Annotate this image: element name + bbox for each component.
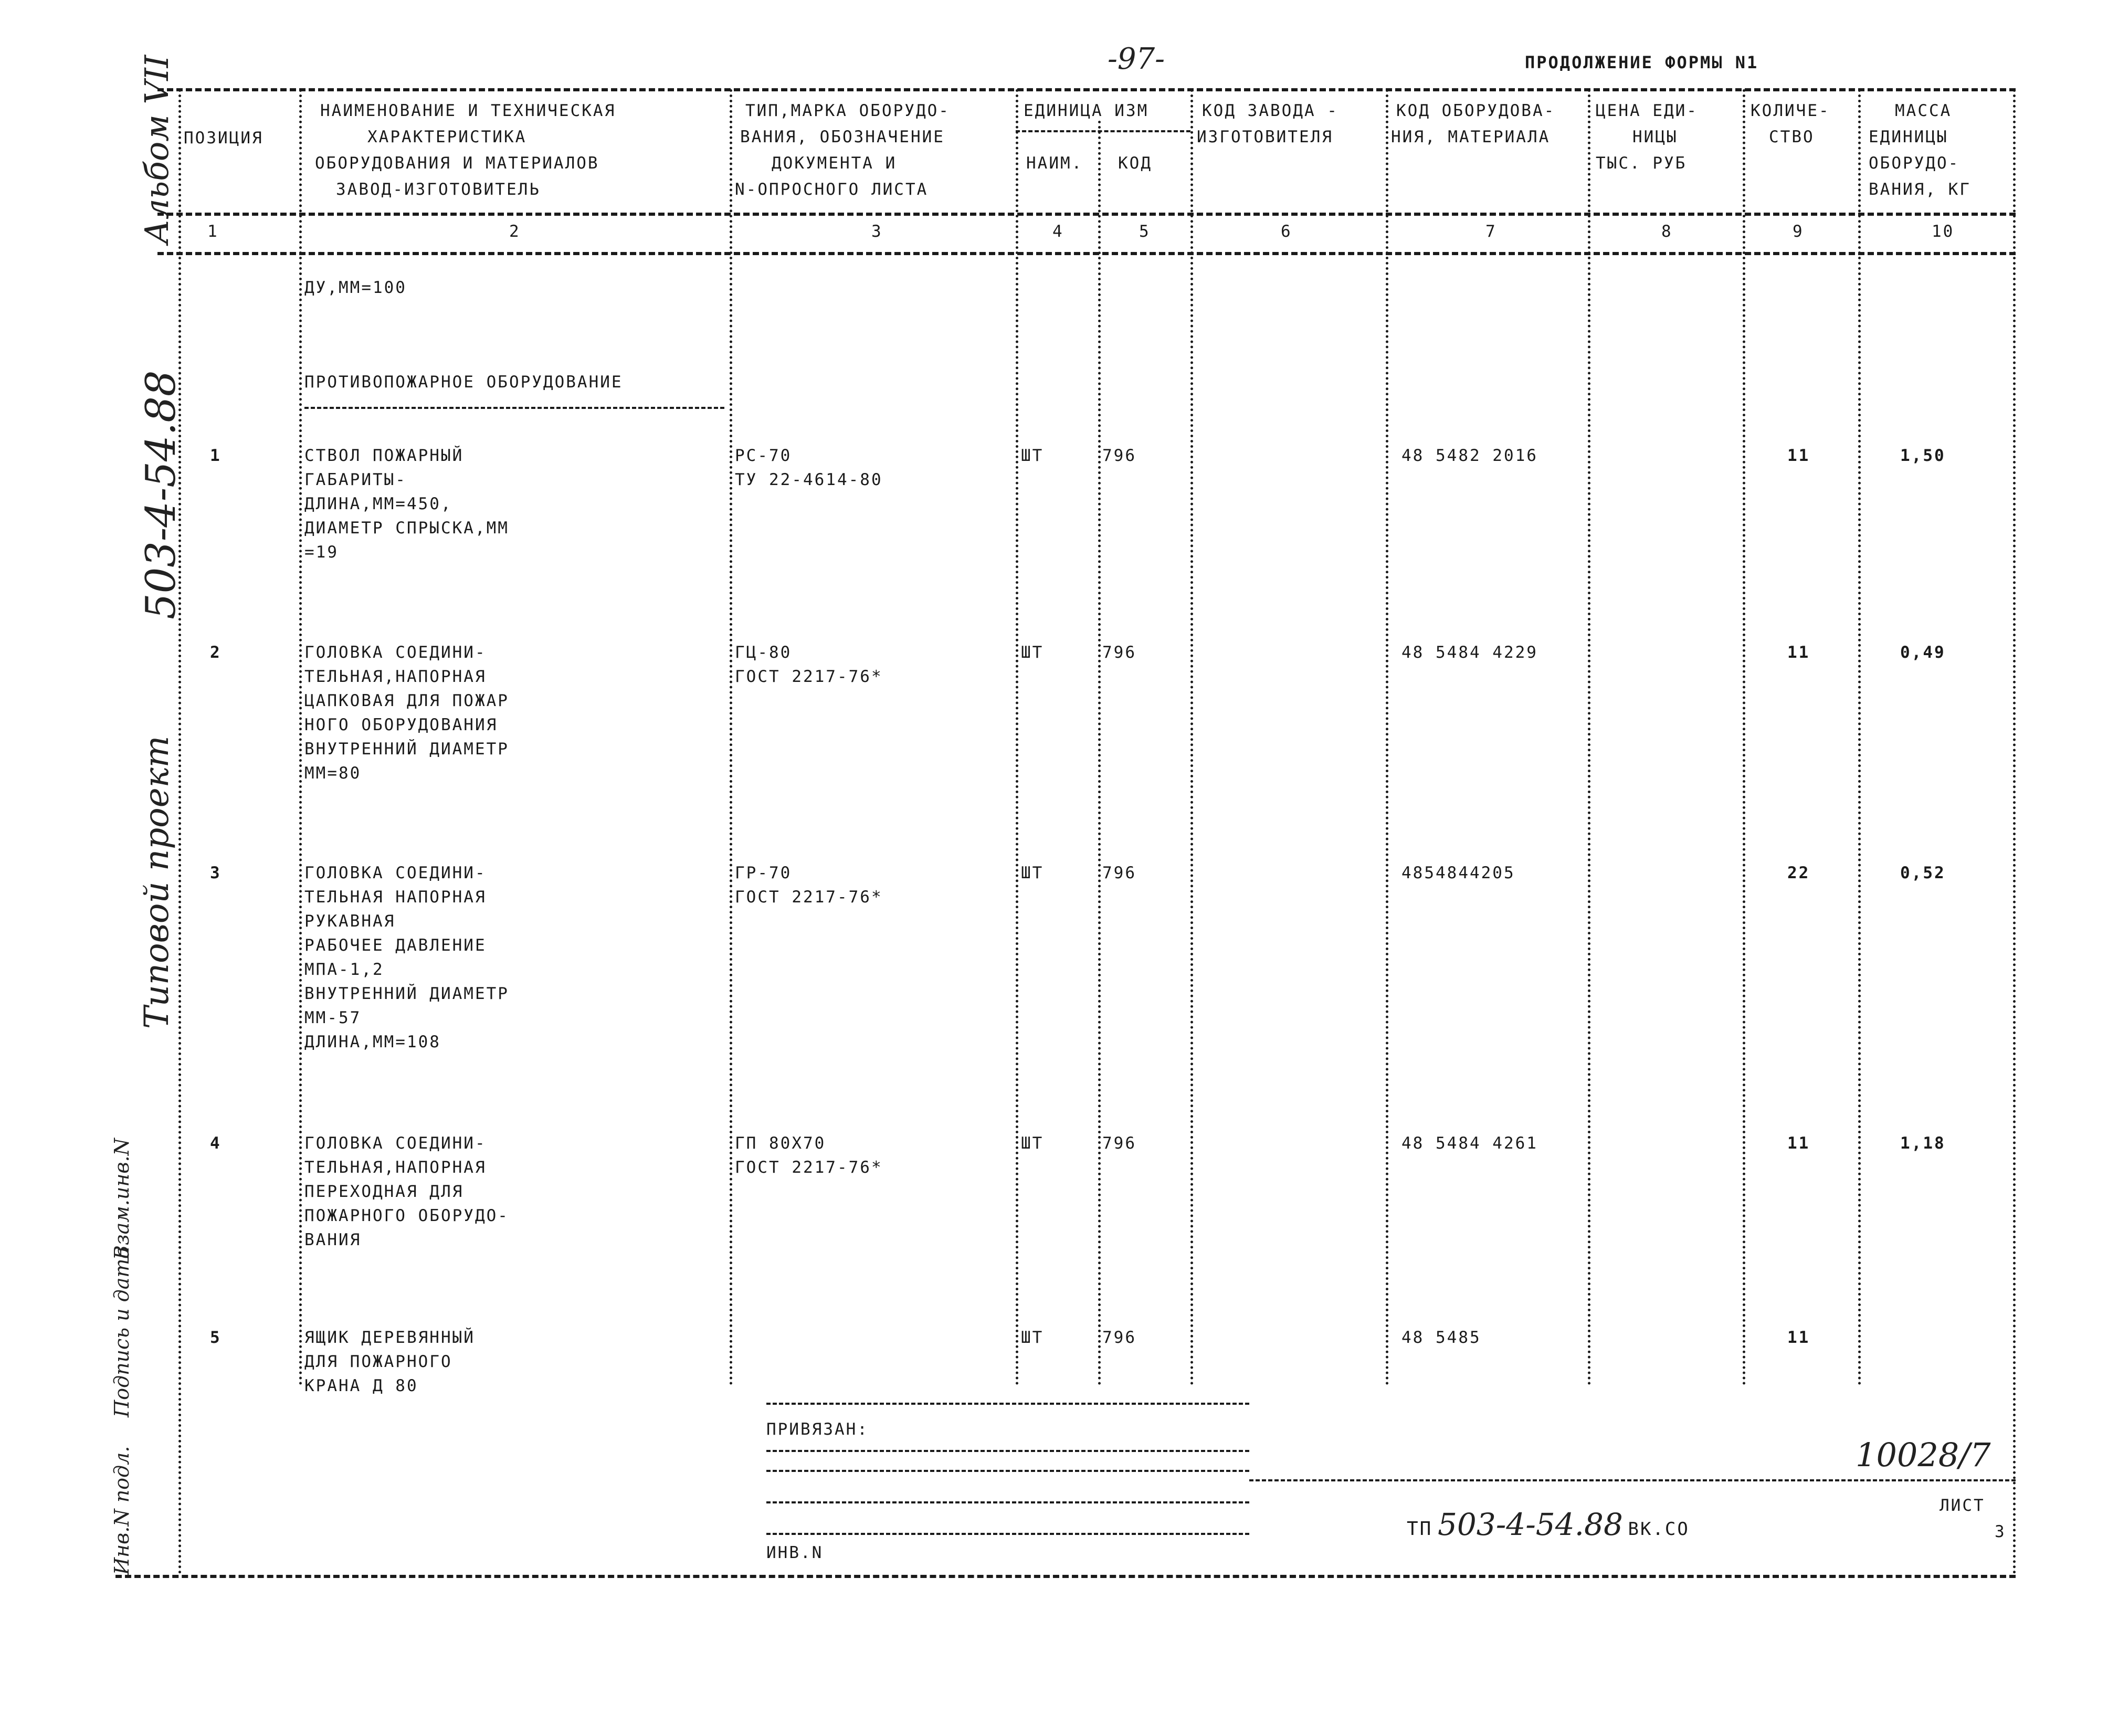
row2-qty: 11 — [1787, 643, 1810, 662]
rule-header-bottom — [157, 213, 2016, 216]
row5-name-1: ЯЩИК ДЕРЕВЯННЫЙ — [304, 1328, 475, 1347]
row3-name-2: ТЕЛЬНАЯ НАПОРНАЯ — [304, 888, 487, 907]
row1-mass: 1,50 — [1900, 446, 1946, 465]
row3-mat-code: 4854844205 — [1401, 864, 1515, 882]
row2-type-1: ГЦ-80 — [735, 643, 792, 662]
row2-name-3: ЦАПКОВАЯ ДЛЯ ПОЖАР — [304, 691, 509, 710]
row1-pos: 1 — [210, 446, 222, 465]
row2-pos: 2 — [210, 643, 222, 662]
row1-type-1: РС-70 — [735, 446, 792, 465]
row1-name-5: =19 — [304, 543, 339, 562]
row3-pos: 3 — [210, 864, 222, 882]
rule-numbers-bottom — [157, 252, 2016, 255]
col-sep — [2013, 89, 2016, 1575]
col-sep — [1190, 89, 1193, 1386]
footer-rule-2 — [766, 1450, 1249, 1452]
stamp-field-original: Инв.N подл. — [110, 1446, 133, 1575]
row4-name-2: ТЕЛЬНАЯ,НАПОРНАЯ — [304, 1158, 487, 1177]
row1-unit: ШТ — [1021, 446, 1044, 465]
header-col3-line2: ВАНИЯ, ОБОЗНАЧЕНИЕ — [740, 128, 945, 146]
stamp-field-replacement: Взам.инв.N — [110, 1138, 133, 1260]
col-sep — [1386, 89, 1388, 1386]
header-col4: НАИМ. — [1026, 154, 1083, 173]
row3-unit: ШТ — [1021, 864, 1044, 882]
colnum-10: 10 — [1932, 222, 1955, 241]
row3-name-7: ММ-57 — [304, 1008, 362, 1027]
col-sep — [1016, 89, 1018, 1386]
header-col9-line1: КОЛИЧЕ- — [1751, 101, 1830, 120]
row1-name-1: СТВОЛ ПОЖАРНЫЙ — [304, 446, 464, 465]
header-col10-line3: ОБОРУДО- — [1869, 154, 1960, 173]
footer-handwritten-number: 10028/7 — [1856, 1436, 1991, 1474]
col-sep — [299, 89, 302, 1386]
col-sep — [730, 89, 732, 1386]
row5-name-2: ДЛЯ ПОЖАРНОГО — [304, 1352, 452, 1371]
stamp-field-signature: Подпись и дата — [110, 1246, 133, 1417]
row4-type-2: ГОСТ 2217-76* — [735, 1158, 883, 1177]
footer-rule-5 — [766, 1501, 1249, 1503]
row1-name-3: ДЛИНА,ММ=450, — [304, 495, 452, 513]
row5-qty: 11 — [1787, 1328, 1810, 1347]
header-col3-line1: ТИП,МАРКА ОБОРУДО- — [745, 101, 950, 120]
row5-name-3: КРАНА Д 80 — [304, 1376, 418, 1395]
row2-unit-code: 796 — [1102, 643, 1136, 662]
row4-name-5: ВАНИЯ — [304, 1230, 362, 1249]
row4-name-3: ПЕРЕХОДНАЯ ДЛЯ — [304, 1182, 464, 1201]
row4-type-1: ГП 80Х70 — [735, 1134, 826, 1153]
header-col2-line2: ХАРАКТЕРИСТИКА — [367, 128, 527, 146]
row2-name-6: ММ=80 — [304, 764, 362, 783]
colnum-9: 9 — [1793, 222, 1804, 241]
du-line: ДУ,ММ=100 — [304, 278, 407, 297]
header-col6-line1: КОД ЗАВОДА - — [1202, 101, 1338, 120]
row2-name-5: ВНУТРЕННИЙ ДИАМЕТР — [304, 740, 509, 759]
row1-unit-code: 796 — [1102, 446, 1136, 465]
row3-name-3: РУКАВНАЯ — [304, 912, 396, 931]
row3-name-5: МПА-1,2 — [304, 960, 384, 979]
header-col7-line2: НИЯ, МАТЕРИАЛА — [1391, 128, 1551, 146]
footer-rule-top — [766, 1403, 1249, 1405]
row2-mat-code: 48 5484 4229 — [1401, 643, 1538, 662]
project-type-label: Типовой проект — [138, 735, 176, 1029]
row4-qty: 11 — [1787, 1134, 1810, 1153]
row5-unit: ШТ — [1021, 1328, 1044, 1347]
rule-unit-split — [1016, 130, 1190, 132]
col-sep — [1743, 89, 1745, 1386]
header-col10-line1: МАССА — [1895, 101, 1952, 120]
header-col9-line2: СТВО — [1769, 128, 1815, 146]
header-col2-line1: НАИМЕНОВАНИЕ И ТЕХНИЧЕСКАЯ — [320, 101, 616, 120]
header-col5: КОД — [1118, 154, 1152, 173]
row1-type-2: ТУ 22-4614-80 — [735, 470, 883, 489]
row2-name-2: ТЕЛЬНАЯ,НАПОРНАЯ — [304, 667, 487, 686]
col-sep — [1858, 89, 1861, 1386]
row1-qty: 11 — [1787, 446, 1810, 465]
rule-top — [157, 88, 2016, 91]
header-col10-line4: ВАНИЯ, КГ — [1869, 180, 1971, 199]
footer-code-suffix: ВК.СО — [1628, 1519, 1690, 1540]
row3-type-2: ГОСТ 2217-76* — [735, 888, 883, 907]
col-sep — [178, 89, 181, 1575]
row2-unit: ШТ — [1021, 643, 1044, 662]
row4-unit: ШТ — [1021, 1134, 1044, 1153]
row1-mat-code: 48 5482 2016 — [1401, 446, 1538, 465]
footer-sheet-number: 3 — [1995, 1522, 2006, 1541]
row2-type-2: ГОСТ 2217-76* — [735, 667, 883, 686]
row3-qty: 22 — [1787, 864, 1810, 882]
album-label: Альбом VII — [138, 55, 176, 244]
row4-name-4: ПОЖАРНОГО ОБОРУДО- — [304, 1206, 509, 1225]
row3-name-4: РАБОЧЕЕ ДАВЛЕНИЕ — [304, 936, 487, 955]
row4-name-1: ГОЛОВКА СОЕДИНИ- — [304, 1134, 487, 1153]
row4-unit-code: 796 — [1102, 1134, 1136, 1153]
header-col3-line4: N-ОПРОСНОГО ЛИСТА — [735, 180, 929, 199]
header-col2-line3: ОБОРУДОВАНИЯ И МАТЕРИАЛОВ — [315, 154, 599, 173]
colnum-5: 5 — [1139, 222, 1151, 241]
page-number: -97- — [1108, 42, 1165, 76]
footer-inv: ИНВ.N — [766, 1543, 824, 1562]
row4-pos: 4 — [210, 1134, 222, 1153]
project-code-margin: 503-4-54.88 — [138, 370, 185, 619]
row3-mass: 0,52 — [1900, 864, 1946, 882]
header-col8-line3: ТЫС. РУБ — [1596, 154, 1687, 173]
header-col10-line2: ЕДИНИЦЫ — [1869, 128, 1948, 146]
colnum-1: 1 — [207, 222, 219, 241]
footer-document-code — [1407, 1507, 1690, 1542]
colnum-4: 4 — [1052, 222, 1064, 241]
header-col7-line1: КОД ОБОРУДОВА- — [1396, 101, 1556, 120]
header-col1: ПОЗИЦИЯ — [184, 129, 264, 148]
row1-name-4: ДИАМЕТР СПРЫСКА,ММ — [304, 519, 509, 538]
row4-mass: 1,18 — [1900, 1134, 1946, 1153]
row3-name-8: ДЛИНА,ММ=108 — [304, 1033, 441, 1051]
section-title: ПРОТИВОПОЖАРНОЕ ОБОРУДОВАНИЕ — [304, 373, 623, 392]
footer-privyazan: ПРИВЯЗАН: — [766, 1420, 869, 1439]
footer-rule-4 — [1249, 1479, 2016, 1481]
footer-sheet-label: ЛИСТ — [1940, 1496, 1985, 1515]
row5-mat-code: 48 5485 — [1401, 1328, 1481, 1347]
section-underline — [304, 407, 724, 409]
col-sep — [1588, 89, 1590, 1386]
row3-type-1: ГР-70 — [735, 864, 792, 882]
row5-unit-code: 796 — [1102, 1328, 1136, 1347]
row4-mat-code: 48 5484 4261 — [1401, 1134, 1538, 1153]
header-col2-line4: ЗАВОД-ИЗГОТОВИТЕЛЬ — [336, 180, 541, 199]
row1-name-2: ГАБАРИТЫ- — [304, 470, 407, 489]
row3-unit-code: 796 — [1102, 864, 1136, 882]
footer-code-hand: 503-4-54.88 — [1438, 1507, 1623, 1542]
header-col8-line1: ЦЕНА ЕДИ- — [1596, 101, 1698, 120]
footer-rule-6 — [766, 1533, 1249, 1535]
row3-name-1: ГОЛОВКА СОЕДИНИ- — [304, 864, 487, 882]
rule-page-bottom — [115, 1575, 2016, 1578]
header-col6-line2: ИЗГОТОВИТЕЛЯ — [1197, 128, 1333, 146]
colnum-6: 6 — [1281, 222, 1292, 241]
row3-name-6: ВНУТРЕННИЙ ДИАМЕТР — [304, 984, 509, 1003]
header-col3-line3: ДОКУМЕНТА И — [772, 154, 897, 173]
col-sep — [1098, 121, 1101, 1386]
colnum-8: 8 — [1661, 222, 1673, 241]
form-continuation: ПРОДОЛЖЕНИЕ ФОРМЫ N1 — [1525, 52, 1759, 72]
colnum-3: 3 — [871, 222, 883, 241]
footer-code-prefix: ТП — [1407, 1518, 1433, 1540]
row2-mass: 0,49 — [1900, 643, 1946, 662]
row5-pos: 5 — [210, 1328, 222, 1347]
footer-rule-3 — [766, 1470, 1249, 1472]
header-col8-line2: НИЦЫ — [1632, 128, 1678, 146]
colnum-2: 2 — [509, 222, 521, 241]
header-unit: ЕДИНИЦА ИЗМ — [1024, 101, 1149, 120]
row2-name-4: НОГО ОБОРУДОВАНИЯ — [304, 716, 498, 734]
row2-name-1: ГОЛОВКА СОЕДИНИ- — [304, 643, 487, 662]
colnum-7: 7 — [1485, 222, 1497, 241]
